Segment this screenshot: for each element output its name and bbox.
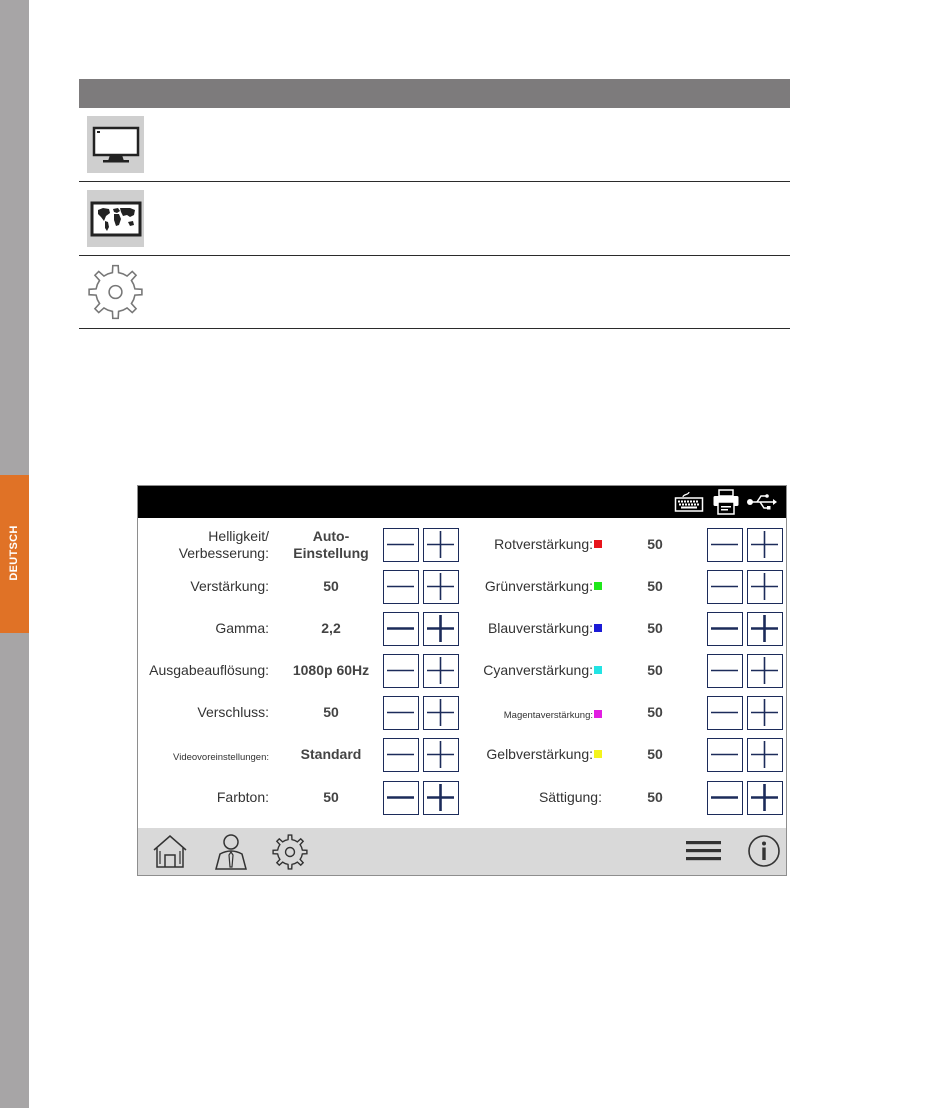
setting-label bbox=[438, 578, 602, 595]
plus-icon bbox=[748, 655, 781, 686]
right-setting-0-minus-button[interactable] bbox=[707, 528, 743, 562]
right-setting-2-minus-button[interactable] bbox=[707, 612, 743, 646]
minus-icon bbox=[384, 697, 417, 728]
minus-icon bbox=[384, 655, 417, 686]
minus-icon bbox=[708, 782, 741, 813]
minus-icon bbox=[708, 529, 741, 560]
gear-icon[interactable] bbox=[271, 833, 309, 876]
table-header bbox=[79, 79, 790, 108]
menu-icon[interactable] bbox=[685, 839, 723, 868]
setting-label bbox=[438, 536, 602, 553]
right-setting-0-plus-button[interactable] bbox=[747, 528, 783, 562]
user-icon[interactable] bbox=[212, 833, 250, 876]
setting-label-text: Sättigung: bbox=[538, 789, 602, 805]
setting-label-text: Grünverstärkung: bbox=[484, 578, 593, 594]
left-setting-4-minus-button[interactable] bbox=[383, 696, 419, 730]
setting-label-text: Rotverstärkung: bbox=[494, 536, 593, 552]
setting-value: 50 bbox=[647, 789, 663, 805]
minus-icon bbox=[708, 739, 741, 770]
language-tab-label: DEUTSCH bbox=[8, 525, 20, 581]
minus-icon bbox=[384, 571, 417, 602]
home-icon[interactable] bbox=[151, 833, 189, 874]
gear-icon bbox=[87, 263, 144, 320]
setting-value: 50 bbox=[647, 578, 663, 594]
minus-icon bbox=[708, 655, 741, 686]
color-swatch bbox=[594, 624, 602, 632]
right-setting-2-plus-button[interactable] bbox=[747, 612, 783, 646]
setting-label: Videovoreinstellungen: bbox=[173, 752, 269, 763]
setting-value: 50 bbox=[647, 704, 663, 720]
setting-label: Verstärkung: bbox=[190, 578, 269, 594]
left-setting-3-minus-button[interactable] bbox=[383, 654, 419, 688]
right-setting-5-plus-button[interactable] bbox=[747, 738, 783, 772]
right-setting-4-minus-button[interactable] bbox=[707, 696, 743, 730]
setting-value: 50 bbox=[323, 578, 339, 594]
setting-label-text: Gelbverstärkung: bbox=[486, 746, 593, 762]
setting-value: Standard bbox=[300, 746, 362, 762]
color-swatch bbox=[594, 582, 602, 590]
left-setting-2-minus-button[interactable] bbox=[383, 612, 419, 646]
bottom-navigation-bar bbox=[138, 828, 786, 875]
setting-value bbox=[280, 528, 382, 562]
setting-label bbox=[438, 620, 602, 637]
right-setting-4-plus-button[interactable] bbox=[747, 696, 783, 730]
color-swatch bbox=[594, 750, 602, 758]
setting-label bbox=[438, 789, 602, 806]
table-row-monitor bbox=[79, 108, 790, 182]
printer-icon bbox=[712, 489, 740, 515]
right-setting-6-plus-button[interactable] bbox=[747, 781, 783, 815]
plus-icon bbox=[748, 782, 781, 813]
setting-label bbox=[438, 707, 602, 724]
setting-label: Farbton: bbox=[216, 789, 269, 805]
setting-label bbox=[138, 528, 269, 562]
setting-label: Verschluss: bbox=[197, 704, 269, 720]
right-setting-1-plus-button[interactable] bbox=[747, 570, 783, 604]
plus-icon bbox=[748, 529, 781, 560]
minus-icon bbox=[384, 739, 417, 770]
setting-value: 50 bbox=[647, 536, 663, 552]
setting-label-line: Verbesserung: bbox=[178, 545, 269, 561]
minus-icon bbox=[708, 571, 741, 602]
monitor-icon bbox=[87, 116, 144, 173]
setting-label: Gamma: bbox=[215, 620, 269, 636]
left-setting-5-minus-button[interactable] bbox=[383, 738, 419, 772]
setting-label-text: Cyanverstärkung: bbox=[483, 662, 593, 678]
minus-icon bbox=[384, 613, 417, 644]
table-row-world bbox=[79, 182, 790, 256]
color-swatch bbox=[594, 540, 602, 548]
keyboard-icon bbox=[674, 489, 704, 515]
setting-label bbox=[438, 746, 602, 763]
right-setting-5-minus-button[interactable] bbox=[707, 738, 743, 772]
setting-value: 50 bbox=[647, 746, 663, 762]
status-bar bbox=[138, 486, 786, 518]
setting-value: 50 bbox=[647, 620, 663, 636]
right-setting-1-minus-button[interactable] bbox=[707, 570, 743, 604]
setting-label-text: Blauverstärkung: bbox=[487, 620, 593, 636]
minus-icon bbox=[708, 613, 741, 644]
minus-icon bbox=[384, 782, 417, 813]
plus-icon bbox=[748, 697, 781, 728]
setting-label bbox=[438, 662, 602, 679]
left-setting-0-minus-button[interactable] bbox=[383, 528, 419, 562]
setting-label-text: Magentaverstärkung: bbox=[503, 710, 593, 721]
setting-value: 50 bbox=[647, 662, 663, 678]
setting-label: Ausgabeauflösung: bbox=[149, 662, 269, 678]
setting-value: 50 bbox=[323, 704, 339, 720]
left-setting-6-minus-button[interactable] bbox=[383, 781, 419, 815]
left-setting-1-minus-button[interactable] bbox=[383, 570, 419, 604]
world-map-icon bbox=[87, 190, 144, 247]
plus-icon bbox=[748, 613, 781, 644]
setting-value: 50 bbox=[323, 789, 339, 805]
info-icon[interactable] bbox=[747, 834, 781, 873]
right-setting-3-minus-button[interactable] bbox=[707, 654, 743, 688]
color-swatch bbox=[594, 710, 602, 718]
device-settings-screen bbox=[137, 485, 787, 876]
right-setting-3-plus-button[interactable] bbox=[747, 654, 783, 688]
plus-icon bbox=[748, 571, 781, 602]
table-row-settings bbox=[79, 255, 790, 329]
setting-value-line: Auto- bbox=[312, 528, 350, 544]
setting-value-line: Einstellung bbox=[293, 545, 369, 561]
minus-icon bbox=[708, 697, 741, 728]
color-swatch bbox=[594, 666, 602, 674]
usb-icon bbox=[746, 489, 778, 515]
setting-value: 1080p 60Hz bbox=[292, 662, 370, 678]
right-setting-6-minus-button[interactable] bbox=[707, 781, 743, 815]
setting-label-line: Helligkeit/ bbox=[208, 528, 269, 544]
minus-icon bbox=[384, 529, 417, 560]
setting-value: 2,2 bbox=[321, 620, 341, 636]
plus-icon bbox=[748, 739, 781, 770]
